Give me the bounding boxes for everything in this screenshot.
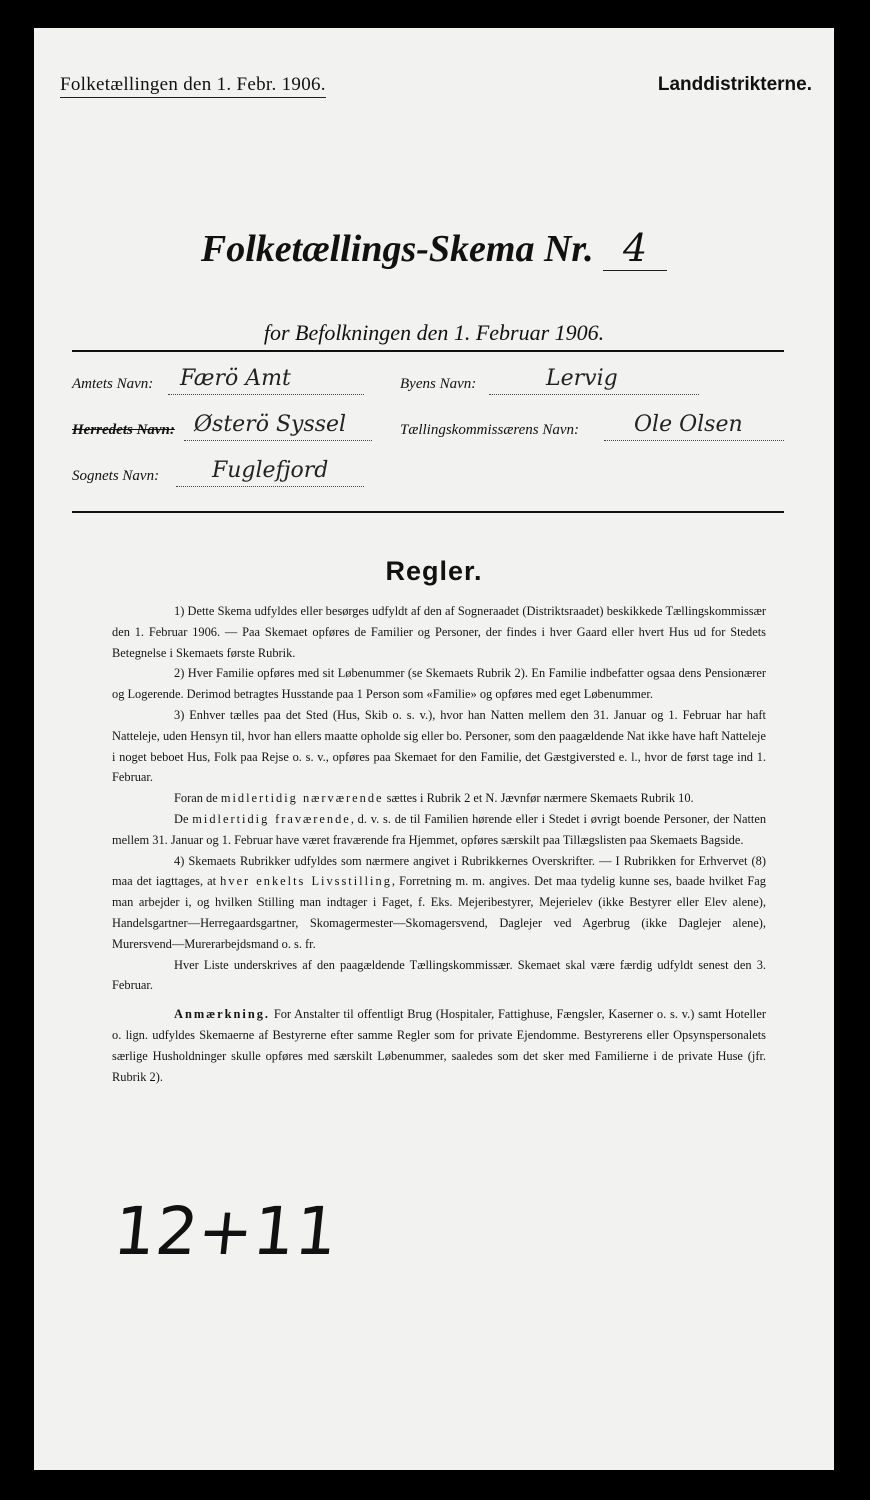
rule-1: 1) Dette Skema udfyldes eller besørges udfyldt af den af Sogneraadet (Distriktsraadet) beskikkede Tællingskommissær den 1. Februar 1906. — Paa Skemaet opføres de Familier og Personer, der findes i hver Gaard eller hvert Hus ud for Stedets Betegnelse i Skemaets første Rubrik. (112, 604, 766, 660)
fields-divider (72, 511, 784, 513)
form-title-text: Folketællings-Skema Nr. (200, 228, 594, 270)
kommissaer-value: Ole Olsen (634, 412, 743, 437)
rule-2: 2) Hver Familie opføres med sit Løbenummer (se Skemaets Rubrik 2). En Familie indbefatter ogsaa dens Pensionærer og Logerende. Derimod betragtes Husstande paa 1 Person som «Familie» og opføres med eget Løbenummer. (112, 666, 766, 702)
district-type-header: Landdistrikterne. (657, 74, 812, 95)
kommissaer-line (604, 440, 784, 441)
census-date-header: Folketællingen den 1. Febr. 1906. (60, 74, 326, 98)
handwritten-count: 12+11 (109, 1193, 342, 1270)
form-title (34, 226, 834, 271)
rules-text (112, 601, 766, 1087)
census-form-page (34, 28, 834, 1470)
rules-title: Regler. (385, 556, 483, 586)
rule-4: 4) Skemaets Rubrikker udfyldes som nærmere angivet i Rubrikkernes Overskrifter. — I Rubrikken for Erhvervet (8) maa det iagttages, at hver enkelts Livsstilling, Forretning m. m. angives. Det maa tydelig kunne ses, baade hvilket Fag man arbejder i, og hvilken Stilling man indtager i Faget, f. Eks. Mejeribestyrer, Mejerielev (ikke Bestyrer eller Elev alene), Handelsgartner—Herregaardsgartner, Skomagermester—Skomagersvend, Daglejer ved Agerbrug (ikke Daglejer alene), Murersvend—Murerarbejdsmand o. s. fr. (112, 853, 767, 951)
sogn-value: Fuglefjord (212, 458, 329, 483)
kommissaer-label: Tællingskommissærens Navn: (400, 422, 580, 438)
herred-value: Østerö Syssel (194, 412, 347, 437)
rule-3-present: Foran de midlertidig nærværende sættes i Rubrik 2 et N. Jævnfør nærmere Skemaets Rubrik 10. (174, 791, 694, 806)
byens-line (489, 394, 699, 395)
amt-label: Amtets Navn: (72, 376, 154, 392)
sogn-label: Sognets Navn: (72, 468, 160, 484)
amt-value: Færö Amt (180, 366, 291, 391)
rule-signature: Hver Liste underskrives af den paagældende Tællingskommissær. Skemaet skal være færdig udfyldt senest den 3. Februar. (112, 957, 766, 993)
rule-3-absent: De midlertidig fraværende, d. v. s. de til Familien hørende eller i Stedet i øvrigt boende Personer, der Natten mellem 31. Januar og 1. Februar have været fraværende fra Hjemmet, opføres særskilt paa Tillægslisten paa Skemaets Bagside. (112, 811, 767, 847)
form-number: 4 (603, 226, 667, 271)
form-subtitle: for Befolkningen den 1. Februar 1906. (263, 320, 605, 345)
herred-label: Herredets Navn: (72, 422, 175, 438)
byens-label: Byens Navn: (400, 376, 477, 392)
sogn-line (176, 486, 364, 487)
herred-line (184, 440, 372, 441)
rule-3: 3) Enhver tælles paa det Sted (Hus, Skib o. s. v.), hvor han Natten mellem den 31. Januar og 1. Februar har haft Natteleje, uden Hensyn til, hvor han ellers maatte opholde sig eller bo. Personer, som den paagældende Nat ikke have haft Natteleje i noget beboet Hus, Folk paa Rejse o. s. v., opføres paa Skemaet for den Familie, det Gæstgiversted e. l., hvor de først tage ind 1. Februar. (112, 707, 766, 785)
amt-line (168, 394, 364, 395)
top-divider (72, 350, 784, 352)
annotation-note: Anmærkning. For Anstalter til offentligt Brug (Hospitaler, Fattighuse, Fængsler, Kaserner o. s. v.) samt Hoteller o. lign. udfyldes Skemaerne af Bestyrerne efter samme Regler som for private Ejendomme. Bestyrerens eller Opsynspersonalets særlige Husholdninger skulle opføres med særskilt Løbenummer, saaledes som det sker med Familierne i de private Huse (jfr. Rubrik 2). (112, 1007, 766, 1084)
byens-value: Lervig (546, 366, 618, 391)
